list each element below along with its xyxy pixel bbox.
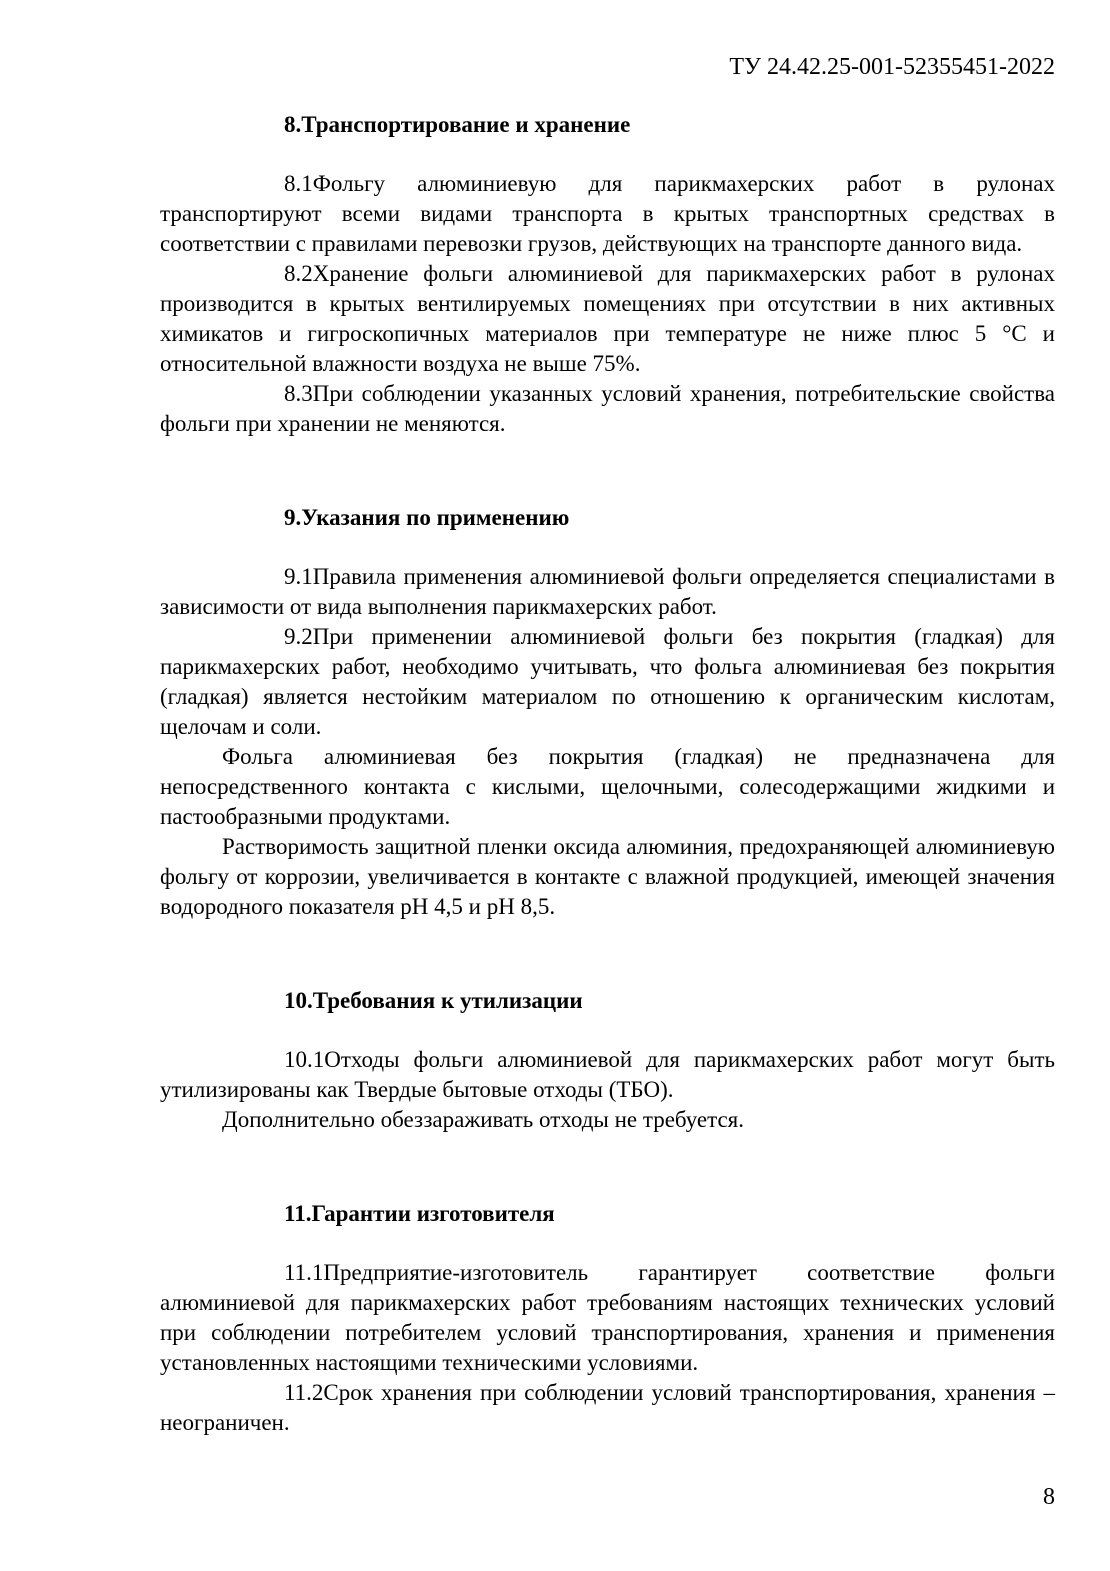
section-heading [160, 110, 1055, 140]
section-title: Гарантии изготовителя [311, 1201, 555, 1226]
section-heading [160, 986, 1055, 1016]
paragraph [160, 1105, 1055, 1135]
paragraph [160, 832, 1055, 922]
paragraph-number: 11.2 [284, 1380, 324, 1405]
paragraph-text: Хранение фольги алюминиевой для парикмахерских работ в рулонах производится в крытых вентилируемых помещениях при отсутствии в них активных химикатов и гигроскопичных материалов при температуре не ниже плюс 5 °С и относительной влажности воздуха не выше 75%. [160, 261, 1055, 376]
paragraph [160, 742, 1055, 832]
paragraph-text: Предприятие-изготовитель гарантирует соответствие фольги алюминиевой для парикмахерских работ требованиям настоящих технических условий при соблюдении потребителем условий транспортирования, хранения и применения установленных настоящими техническими условиями. [160, 1260, 1055, 1375]
paragraph-text: Дополнительно обеззараживать отходы не требуется. [222, 1107, 745, 1132]
paragraph-text: Фольгу алюминиевую для парикмахерских работ в рулонах транспортируют всеми видами транспорта в крытых транспортных средствах в соответствии с правилами перевозки грузов, действующих на транспорте данного вида. [160, 171, 1055, 256]
paragraph [160, 562, 1055, 622]
section-title: Транспортирование и хранение [301, 112, 631, 137]
section-title: Указания по применению [301, 505, 570, 530]
paragraph-text: При применении алюминиевой фольги без покрытия (гладкая) для парикмахерских работ, необходимо учитывать, что фольга алюминиевая без покрытия (гладкая) является нестойким материалом по отношению к органическим кислотам, щелочам и соли. [160, 624, 1055, 739]
paragraph-number: 9.2 [284, 624, 313, 649]
section-heading [160, 1199, 1055, 1229]
page-number: 8 [1043, 1484, 1055, 1510]
section-number: 10. [284, 988, 313, 1013]
paragraph-text: Растворимость защитной пленки оксида алюминия, предохраняющей алюминиевую фольгу от коррозии, увеличивается в контакте с влажной продукцией, имеющей значения водородного показателя рН 4,5 и рН 8,5. [160, 834, 1055, 919]
paragraph [160, 1045, 1055, 1105]
section-title: Требования к утилизации [312, 988, 583, 1013]
section-disposal-requirements [160, 986, 1055, 1135]
section-heading [160, 503, 1055, 533]
paragraph-text: Срок хранения при соблюдении условий транспортирования, хранения – неограничен. [160, 1380, 1055, 1435]
paragraph-number: 10.1 [284, 1047, 325, 1072]
section-manufacturer-warranty [160, 1199, 1055, 1438]
paragraph-number: 8.3 [284, 381, 313, 406]
paragraph [160, 259, 1055, 379]
paragraph-number: 8.1 [284, 171, 313, 196]
paragraph [160, 622, 1055, 742]
paragraph-number: 11.1 [284, 1260, 324, 1285]
paragraph [160, 1378, 1055, 1438]
paragraph [160, 1258, 1055, 1378]
paragraph-text: Отходы фольги алюминиевой для парикмахерских работ могут быть утилизированы как Твердые бытовые отходы (ТБО). [160, 1047, 1055, 1102]
section-number: 9. [284, 505, 302, 530]
paragraph-text: Фольга алюминиевая без покрытия (гладкая) не предназначена для непосредственного контакта с кислыми, щелочными, солесодержащими жидкими и пастообразными продуктами. [160, 744, 1055, 829]
paragraph [160, 379, 1055, 439]
paragraph-text: Правила применения алюминиевой фольги определяется специалистами в зависимости от вида выполнения парикмахерских работ. [160, 564, 1055, 619]
section-usage-instructions [160, 503, 1055, 922]
section-transport-storage [160, 110, 1055, 439]
paragraph-number: 8.2 [284, 261, 313, 286]
section-number: 11. [284, 1201, 312, 1226]
paragraph-number: 9.1 [284, 564, 313, 589]
document-header: ТУ 24.42.25-001-52355451-2022 [729, 54, 1055, 80]
section-number: 8. [284, 112, 302, 137]
paragraph-text: При соблюдении указанных условий хранения, потребительские свойства фольги при хранении не меняются. [160, 381, 1055, 436]
paragraph [160, 169, 1055, 259]
